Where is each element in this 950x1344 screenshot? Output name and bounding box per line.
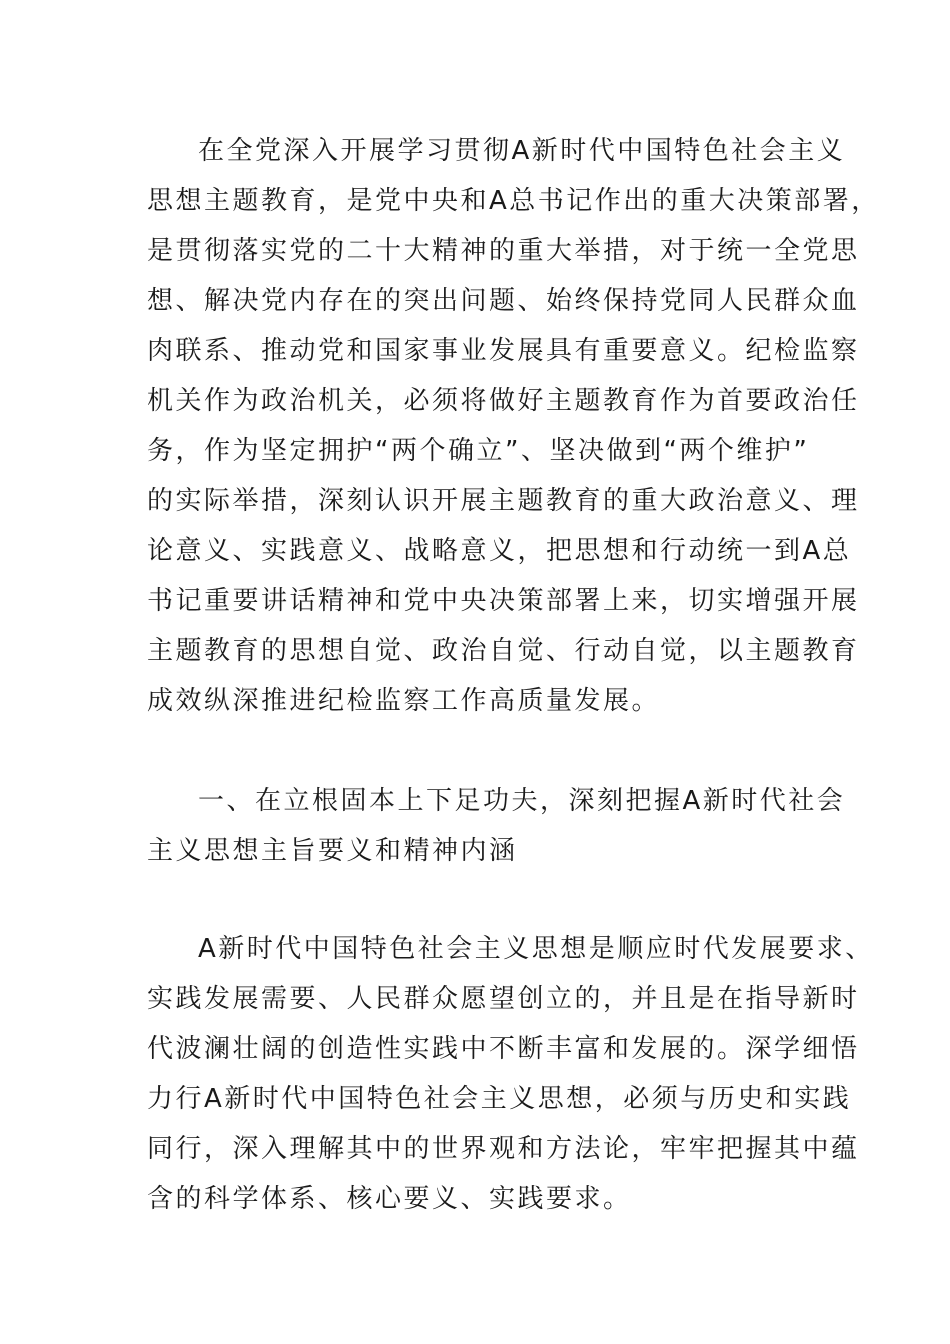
paragraph-3-line-6: 含的科学体系、核心要义、实践要求。 (147, 1184, 632, 1214)
paragraph-1-line-8: 的实际举措，深刻认识开展主题教育的重大政治意义、理 (147, 486, 860, 516)
paragraph-3-line-2: 实践发展需要、人民群众愿望创立的，并且是在指导新时 (147, 984, 860, 1014)
paragraph-1-line-9: 论意义、实践意义、战略意义，把思想和行动统一到A总 (147, 536, 852, 566)
paragraph-1-line-3: 是贯彻落实党的二十大精神的重大举措，对于统一全党思 (147, 236, 860, 266)
paragraph-3-line-1: A新时代中国特色社会主义思想是顺应时代发展要求、 (198, 934, 874, 964)
paragraph-3-line-5: 同行，深入理解其中的世界观和方法论，牢牢把握其中蕴 (147, 1134, 860, 1164)
paragraph-3-line-3: 代波澜壮阔的创造性实践中不断丰富和发展的。深学细悟 (147, 1034, 860, 1064)
paragraph-3-line-4: 力行A新时代中国特色社会主义思想，必须与历史和实践 (147, 1084, 852, 1114)
paragraph-1-line-10: 书记重要讲话精神和党中央决策部署上来，切实增强开展 (147, 586, 860, 616)
paragraph-1-line-6: 机关作为政治机关，必须将做好主题教育作为首要政治任 (147, 386, 860, 416)
section-heading-line-2: 主义思想主旨要义和精神内涵 (147, 836, 518, 866)
paragraph-1-line-1: 在全党深入开展学习贯彻A新时代中国特色社会主义 (198, 136, 846, 166)
paragraph-1-line-5: 肉联系、推动党和国家事业发展具有重要意义。纪检监察 (147, 336, 860, 366)
paragraph-1-line-7: 务，作为坚定拥护“两个确立”、坚决做到“两个维护” (147, 436, 810, 466)
paragraph-1-line-2: 思想主题教育，是党中央和A总书记作出的重大决策部署， (147, 186, 880, 216)
paragraph-1-line-11: 主题教育的思想自觉、政治自觉、行动自觉，以主题教育 (147, 636, 860, 666)
section-heading-line-1: 一、在立根固本上下足功夫，深刻把握A新时代社会 (198, 786, 846, 816)
paragraph-1-line-12: 成效纵深推进纪检监察工作高质量发展。 (147, 686, 661, 716)
paragraph-1-line-4: 想、解决党内存在的突出问题、始终保持党同人民群众血 (147, 286, 860, 316)
